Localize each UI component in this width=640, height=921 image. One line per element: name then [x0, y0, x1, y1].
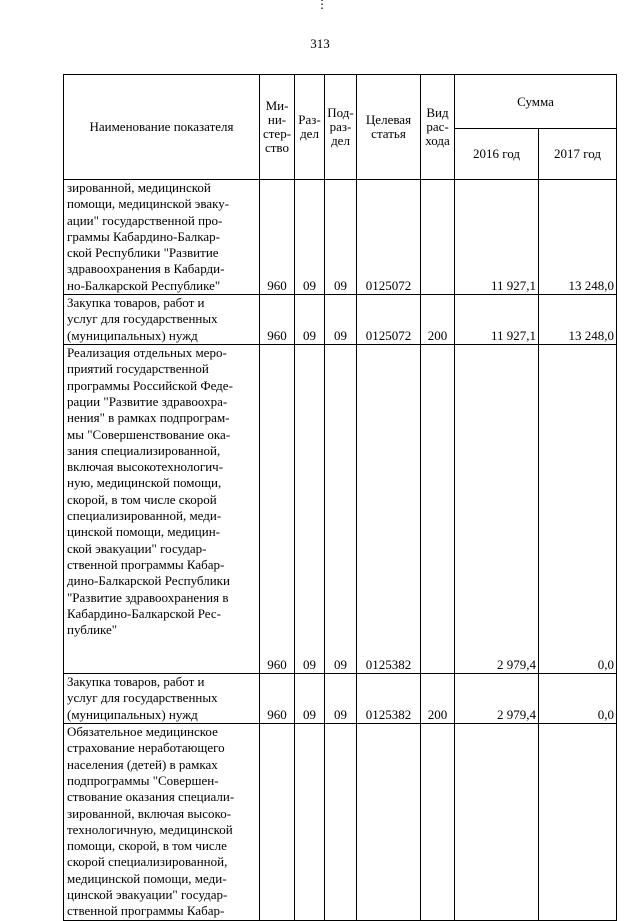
- row-2016: 11 927,1: [455, 180, 539, 295]
- row-2017: 0,0: [539, 674, 617, 724]
- header-subsection: Под- раз- дел: [325, 75, 357, 180]
- table-row: [64, 295, 617, 345]
- row-ministry: 960: [260, 180, 295, 295]
- budget-table: [63, 74, 617, 921]
- row-subsection: 09: [325, 345, 357, 674]
- row-name: зированной, медицинской помощи, медицинской эваку- ации" государственной про- граммы Кабардино-Балкар- ской Республики "Развитие здравоохранения в Кабарди- но-Балкарской Республике": [64, 180, 260, 295]
- table-row: [64, 180, 617, 295]
- row-target: 0125382: [357, 674, 421, 724]
- row-name: Закупка товаров, работ и услуг для государственных (муниципальных) нужд: [64, 295, 260, 345]
- header-sum: Сумма: [455, 75, 617, 129]
- row-section: 09: [295, 180, 325, 295]
- row-target: 0125072: [357, 180, 421, 295]
- row-2017: 13 248,0: [539, 295, 617, 345]
- row-2016: 2 979,4: [455, 345, 539, 674]
- row-target: 0125072: [357, 295, 421, 345]
- row-ministry: 960: [260, 345, 295, 674]
- row-ministry: 960: [260, 295, 295, 345]
- row-type: 200: [421, 295, 455, 345]
- row-subsection: 09: [325, 674, 357, 724]
- page-number: 313: [310, 36, 330, 51]
- row-2016: 2 979,4: [455, 674, 539, 724]
- page-top-marks: ⋮: [316, 0, 328, 11]
- header-ministry: Ми- ни- стер- ство: [260, 75, 295, 180]
- row-type: [421, 180, 455, 295]
- row-2017: 13 248,0: [539, 180, 617, 295]
- header-target: Целевая статья: [357, 75, 421, 180]
- row-subsection: [325, 724, 357, 921]
- table-row: [64, 724, 617, 921]
- header-year-2017: 2017 год: [539, 129, 617, 180]
- row-ministry: [260, 724, 295, 921]
- header-name: Наименование показателя: [64, 75, 260, 180]
- row-type: [421, 724, 455, 921]
- row-name: Реализация отдельных меро- приятий государственной программы Российской Феде- рации "Развитие здравоохра- нения" в рамках подпрограм- мы "Совершенствование ока- зания специализированной, включая высокотехнологич- ную, медицинской помощи, скорой, в том числе скорой специализированной, меди- цинской помощи, медицин- ской эвакуации" государ- ственной программы Кабар- дино-Балкарской Республики "Развитие здравоохранения в Кабардино-Балкарской Рес- публике": [64, 345, 260, 674]
- row-2016: [455, 724, 539, 921]
- row-2017: 0,0: [539, 345, 617, 674]
- table-row: [64, 674, 617, 724]
- row-section: [295, 724, 325, 921]
- row-target: [357, 724, 421, 921]
- row-type: [421, 345, 455, 674]
- row-name: Обязательное медицинское страхование неработающего населения (детей) в рамках подпрограммы "Совершен- ствование оказания специали- зированной, включая высоко- технологичную, медицинской помощи, скорой, в том числе скорой специализированной, медицинской помощи, меди- цинской эвакуации" государ- ственной программы Кабар-: [64, 724, 260, 921]
- header-year-2016: 2016 год: [455, 129, 539, 180]
- header-type: Вид рас- хода: [421, 75, 455, 180]
- row-2017: [539, 724, 617, 921]
- header-section: Раз- дел: [295, 75, 325, 180]
- table-row: [64, 345, 617, 674]
- row-ministry: 960: [260, 674, 295, 724]
- row-subsection: 09: [325, 295, 357, 345]
- row-type: 200: [421, 674, 455, 724]
- row-2016: 11 927,1: [455, 295, 539, 345]
- row-subsection: 09: [325, 180, 357, 295]
- row-section: 09: [295, 674, 325, 724]
- row-target: 0125382: [357, 345, 421, 674]
- row-section: 09: [295, 295, 325, 345]
- row-section: 09: [295, 345, 325, 674]
- row-name: Закупка товаров, работ и услуг для государственных (муниципальных) нужд: [64, 674, 260, 724]
